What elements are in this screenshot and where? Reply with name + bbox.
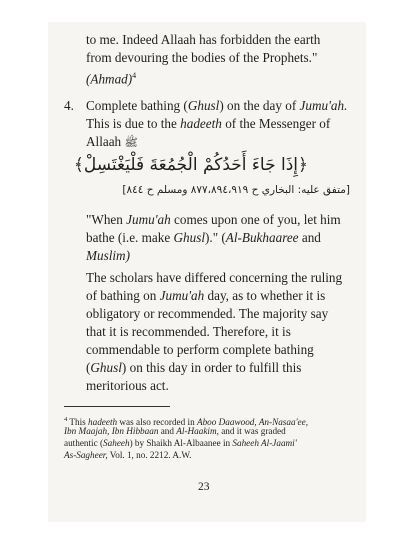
text: day, as to whether it is xyxy=(204,288,326,303)
text: and xyxy=(298,230,321,245)
text: Vol. 1, no. 2212. A.W. xyxy=(107,450,192,460)
source: Ibn Maajah, Ibn Hibbaan xyxy=(64,426,159,436)
text: to me. Indeed Allaah has forbidden the earth xyxy=(86,32,321,47)
book-page xyxy=(48,22,366,522)
text: ) on the day of xyxy=(219,98,300,113)
source: As-Sagheer, xyxy=(64,450,108,460)
translation-line3 xyxy=(86,248,130,263)
para2-line6 xyxy=(86,360,301,375)
text: that it is recommended. Therefore, it is xyxy=(86,324,291,339)
source: Al-Haakim, xyxy=(176,426,219,436)
text: and it was graded xyxy=(218,426,286,436)
footnote-marker: 4 xyxy=(64,416,68,423)
text: authentic ( xyxy=(64,438,104,448)
para2-line5 xyxy=(86,342,314,357)
para2-line2 xyxy=(86,288,325,303)
text: "When xyxy=(86,212,127,227)
text: )." ( xyxy=(205,230,226,245)
text: Allaah xyxy=(86,134,122,149)
source: Saheeh Al-Jaami' xyxy=(232,438,297,448)
footnote-divider xyxy=(64,406,170,407)
text: The scholars have differed concerning the ruling xyxy=(86,270,343,285)
term: Jumu'ah xyxy=(159,288,205,303)
item4-line2 xyxy=(86,116,330,131)
arabic-hadith: ﴿إِذَا جَاءَ أَحَدُكُمْ الْجُمُعَةَ فَلْيَغْتَسِلْ﴾ xyxy=(73,155,308,175)
footnote-line4 xyxy=(64,450,191,461)
term: Jumu'ah. xyxy=(299,98,348,113)
para1-line1 xyxy=(86,32,320,47)
text: This xyxy=(67,417,89,428)
text: bathe (i.e. make xyxy=(86,230,174,245)
term: Ghusl xyxy=(173,230,206,245)
text: 4. xyxy=(64,98,74,113)
item4-number xyxy=(64,98,74,113)
honorific: ﷺ xyxy=(124,136,138,149)
term: hadeeth xyxy=(88,417,118,428)
para1-line2 xyxy=(86,50,317,65)
term: hadeeth xyxy=(180,116,222,131)
text: Complete bathing ( xyxy=(86,98,188,113)
para2-line3 xyxy=(86,306,328,321)
footnote-ref: 4 xyxy=(132,71,137,80)
term: Saheeh xyxy=(103,438,130,448)
translation-line2 xyxy=(86,230,321,245)
text: of bathing on xyxy=(86,288,160,303)
text: This is due to the xyxy=(86,116,181,131)
source: Al-Bukhaaree xyxy=(225,230,299,245)
item4-line3 xyxy=(86,134,138,150)
translation-line1 xyxy=(86,212,341,227)
page-number: 23 xyxy=(198,481,210,493)
text: ) on this day in order to fulfill this xyxy=(121,360,302,375)
text: obligatory or recommended. The majority say xyxy=(86,306,329,321)
footnote-line3 xyxy=(64,438,297,449)
text: from devouring the bodies of the Prophets." xyxy=(86,50,318,65)
arabic-reference: [متفق عليه: البخاري ح ٨٧٧،٨٩٤،٩١٩ ومسلم ح ٨٤٤] xyxy=(122,184,350,196)
para2-line7 xyxy=(86,378,169,393)
para2-line4 xyxy=(86,324,291,339)
item4-line1 xyxy=(86,98,347,113)
term: Ghusl xyxy=(90,360,122,375)
text: was also recorded in xyxy=(117,417,197,428)
text: commendable to perform complete bathing xyxy=(86,342,314,357)
footnote-line2 xyxy=(64,426,286,437)
text: ) by Shaikh Al-Albaanee in xyxy=(129,438,233,448)
text: and xyxy=(158,426,177,436)
text: ( xyxy=(86,360,91,375)
text: meritorious act. xyxy=(86,378,169,393)
citation: (Ahmad) xyxy=(86,71,133,87)
para1-line3 xyxy=(86,68,136,86)
term: Ghusl xyxy=(187,98,220,113)
source: Aboo Daawood, An-Nasaa'ee, xyxy=(196,417,308,428)
source: Muslim) xyxy=(86,248,130,263)
term: Jumu'ah xyxy=(126,212,171,227)
text: comes upon one of you, let him xyxy=(170,212,341,227)
para2-line1 xyxy=(86,270,342,285)
text: of the Messenger of xyxy=(221,116,331,131)
